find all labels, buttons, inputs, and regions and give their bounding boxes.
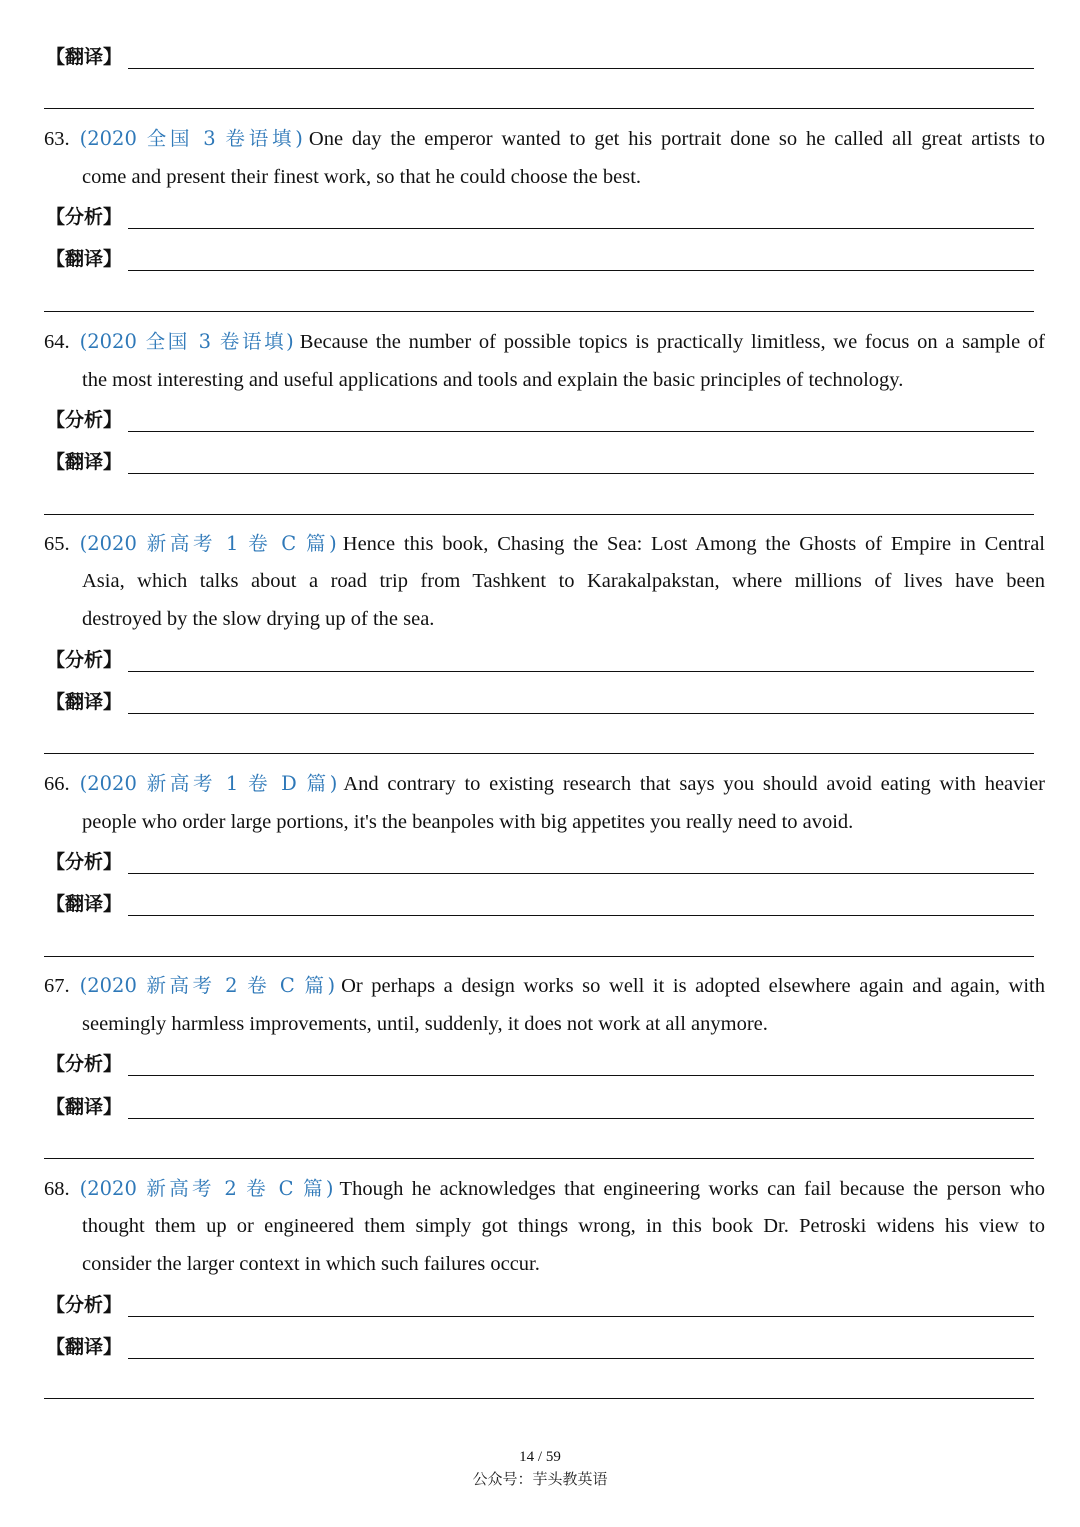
analysis-label: 【分析】 xyxy=(46,851,123,873)
translation-field-68[interactable] xyxy=(46,1332,1034,1360)
sentence-line: consider the larger context in which such failures occur. xyxy=(82,1253,540,1275)
answer-blank[interactable] xyxy=(128,1357,1034,1359)
question-source: (2020 新高考 2 卷 C 篇) xyxy=(79,974,336,997)
question-source: (2020 新高考 1 卷 C 篇) xyxy=(79,532,337,555)
sentence-line: thought them up or engineered them simply got things wrong, in this book Dr. Petroski widens his view to xyxy=(82,1215,1045,1237)
analysis-field-64[interactable] xyxy=(46,405,1034,433)
analysis-label: 【分析】 xyxy=(46,1294,123,1316)
translation-field-67[interactable] xyxy=(46,1092,1034,1120)
translation-label: 【翻译】 xyxy=(46,1336,123,1358)
answer-line[interactable] xyxy=(44,1398,1034,1399)
sentence-text: Because the number of possible topics is practically limitless, we focus on a sample of xyxy=(299,331,1045,353)
analysis-field-63[interactable] xyxy=(46,202,1034,230)
answer-line[interactable] xyxy=(44,1158,1034,1159)
translation-label: 【翻译】 xyxy=(46,46,123,68)
sentence-line xyxy=(44,528,1045,556)
translation-field-65[interactable] xyxy=(46,687,1034,715)
sentence-line: people who order large portions, it's the beanpoles with big appetites you really need to avoid. xyxy=(82,811,854,833)
page-number: 14 / 59 xyxy=(519,1449,561,1465)
sentence-text: Or perhaps a design works so well it is adopted elsewhere again and again, with xyxy=(341,975,1045,997)
question-source: (2020 新高考 1 卷 D 篇) xyxy=(79,772,338,795)
answer-line[interactable] xyxy=(44,753,1034,754)
sentence-line xyxy=(44,1173,1045,1201)
answer-blank[interactable] xyxy=(128,1315,1034,1317)
sentence-line: seemingly harmless improvements, until, suddenly, it does not work at all anymore. xyxy=(82,1013,768,1035)
translation-label: 【翻译】 xyxy=(46,248,123,270)
answer-line[interactable] xyxy=(44,514,1034,515)
sentence-line xyxy=(44,970,1045,998)
analysis-label: 【分析】 xyxy=(46,649,123,671)
question-number: 68. xyxy=(44,1178,70,1200)
sentence-text: Though he acknowledges that engineering works can fail because the person who xyxy=(339,1178,1045,1200)
answer-blank[interactable] xyxy=(128,67,1034,69)
sentence-line: Asia, which talks about a road trip from Tashkent to Karakalpakstan, where millions of lives have been xyxy=(82,570,1045,592)
sentence-text: And contrary to existing research that says you should avoid eating with heavier xyxy=(343,773,1046,795)
question-source: (2020 全国 3 卷语填) xyxy=(79,127,303,150)
answer-blank[interactable] xyxy=(128,227,1034,229)
question-source: (2020 新高考 2 卷 C 篇) xyxy=(79,1177,334,1200)
question-number: 65. xyxy=(44,533,70,555)
analysis-field-66[interactable] xyxy=(46,847,1034,875)
analysis-label: 【分析】 xyxy=(46,1053,123,1075)
answer-line[interactable] xyxy=(44,311,1034,312)
sentence-line xyxy=(44,326,1045,354)
footer-credit: 公众号：芋头教英语 xyxy=(472,1470,608,1488)
answer-line[interactable] xyxy=(44,108,1034,109)
answer-line[interactable] xyxy=(44,956,1034,957)
question-number: 66. xyxy=(44,773,70,795)
answer-blank[interactable] xyxy=(128,914,1034,916)
analysis-label: 【分析】 xyxy=(46,206,123,228)
question-number: 64. xyxy=(44,331,70,353)
translation-field-62[interactable] xyxy=(46,42,1034,70)
answer-blank[interactable] xyxy=(128,472,1034,474)
translation-field-64[interactable] xyxy=(46,447,1034,475)
question-number: 67. xyxy=(44,975,70,997)
translation-label: 【翻译】 xyxy=(46,1096,123,1118)
analysis-field-67[interactable] xyxy=(46,1049,1034,1077)
sentence-line: come and present their finest work, so that he could choose the best. xyxy=(82,166,642,188)
answer-blank[interactable] xyxy=(128,670,1034,672)
sentence-line: destroyed by the slow drying up of the sea. xyxy=(82,608,435,630)
answer-blank[interactable] xyxy=(128,872,1034,874)
analysis-field-68[interactable] xyxy=(46,1290,1034,1318)
sentence-line xyxy=(44,768,1045,796)
analysis-label: 【分析】 xyxy=(46,409,123,431)
sentence-line xyxy=(44,123,1045,151)
translation-label: 【翻译】 xyxy=(46,893,123,915)
answer-blank[interactable] xyxy=(128,1117,1034,1119)
answer-blank[interactable] xyxy=(128,430,1034,432)
translation-label: 【翻译】 xyxy=(46,451,123,473)
answer-blank[interactable] xyxy=(128,1074,1034,1076)
answer-blank[interactable] xyxy=(128,712,1034,714)
sentence-text: Hence this book, Chasing the Sea: Lost Among the Ghosts of Empire in Central xyxy=(342,533,1045,555)
answer-blank[interactable] xyxy=(128,269,1034,271)
analysis-field-65[interactable] xyxy=(46,645,1034,673)
question-source: (2020 全国 3 卷语填) xyxy=(79,330,294,353)
sentence-text: One day the emperor wanted to get his portrait done so he called all great artists to xyxy=(308,128,1046,150)
sentence-line: the most interesting and useful applications and tools and explain the basic principles of technology. xyxy=(82,369,904,391)
translation-field-66[interactable] xyxy=(46,889,1034,917)
translation-label: 【翻译】 xyxy=(46,691,123,713)
question-number: 63. xyxy=(44,128,70,150)
translation-field-63[interactable] xyxy=(46,244,1034,272)
